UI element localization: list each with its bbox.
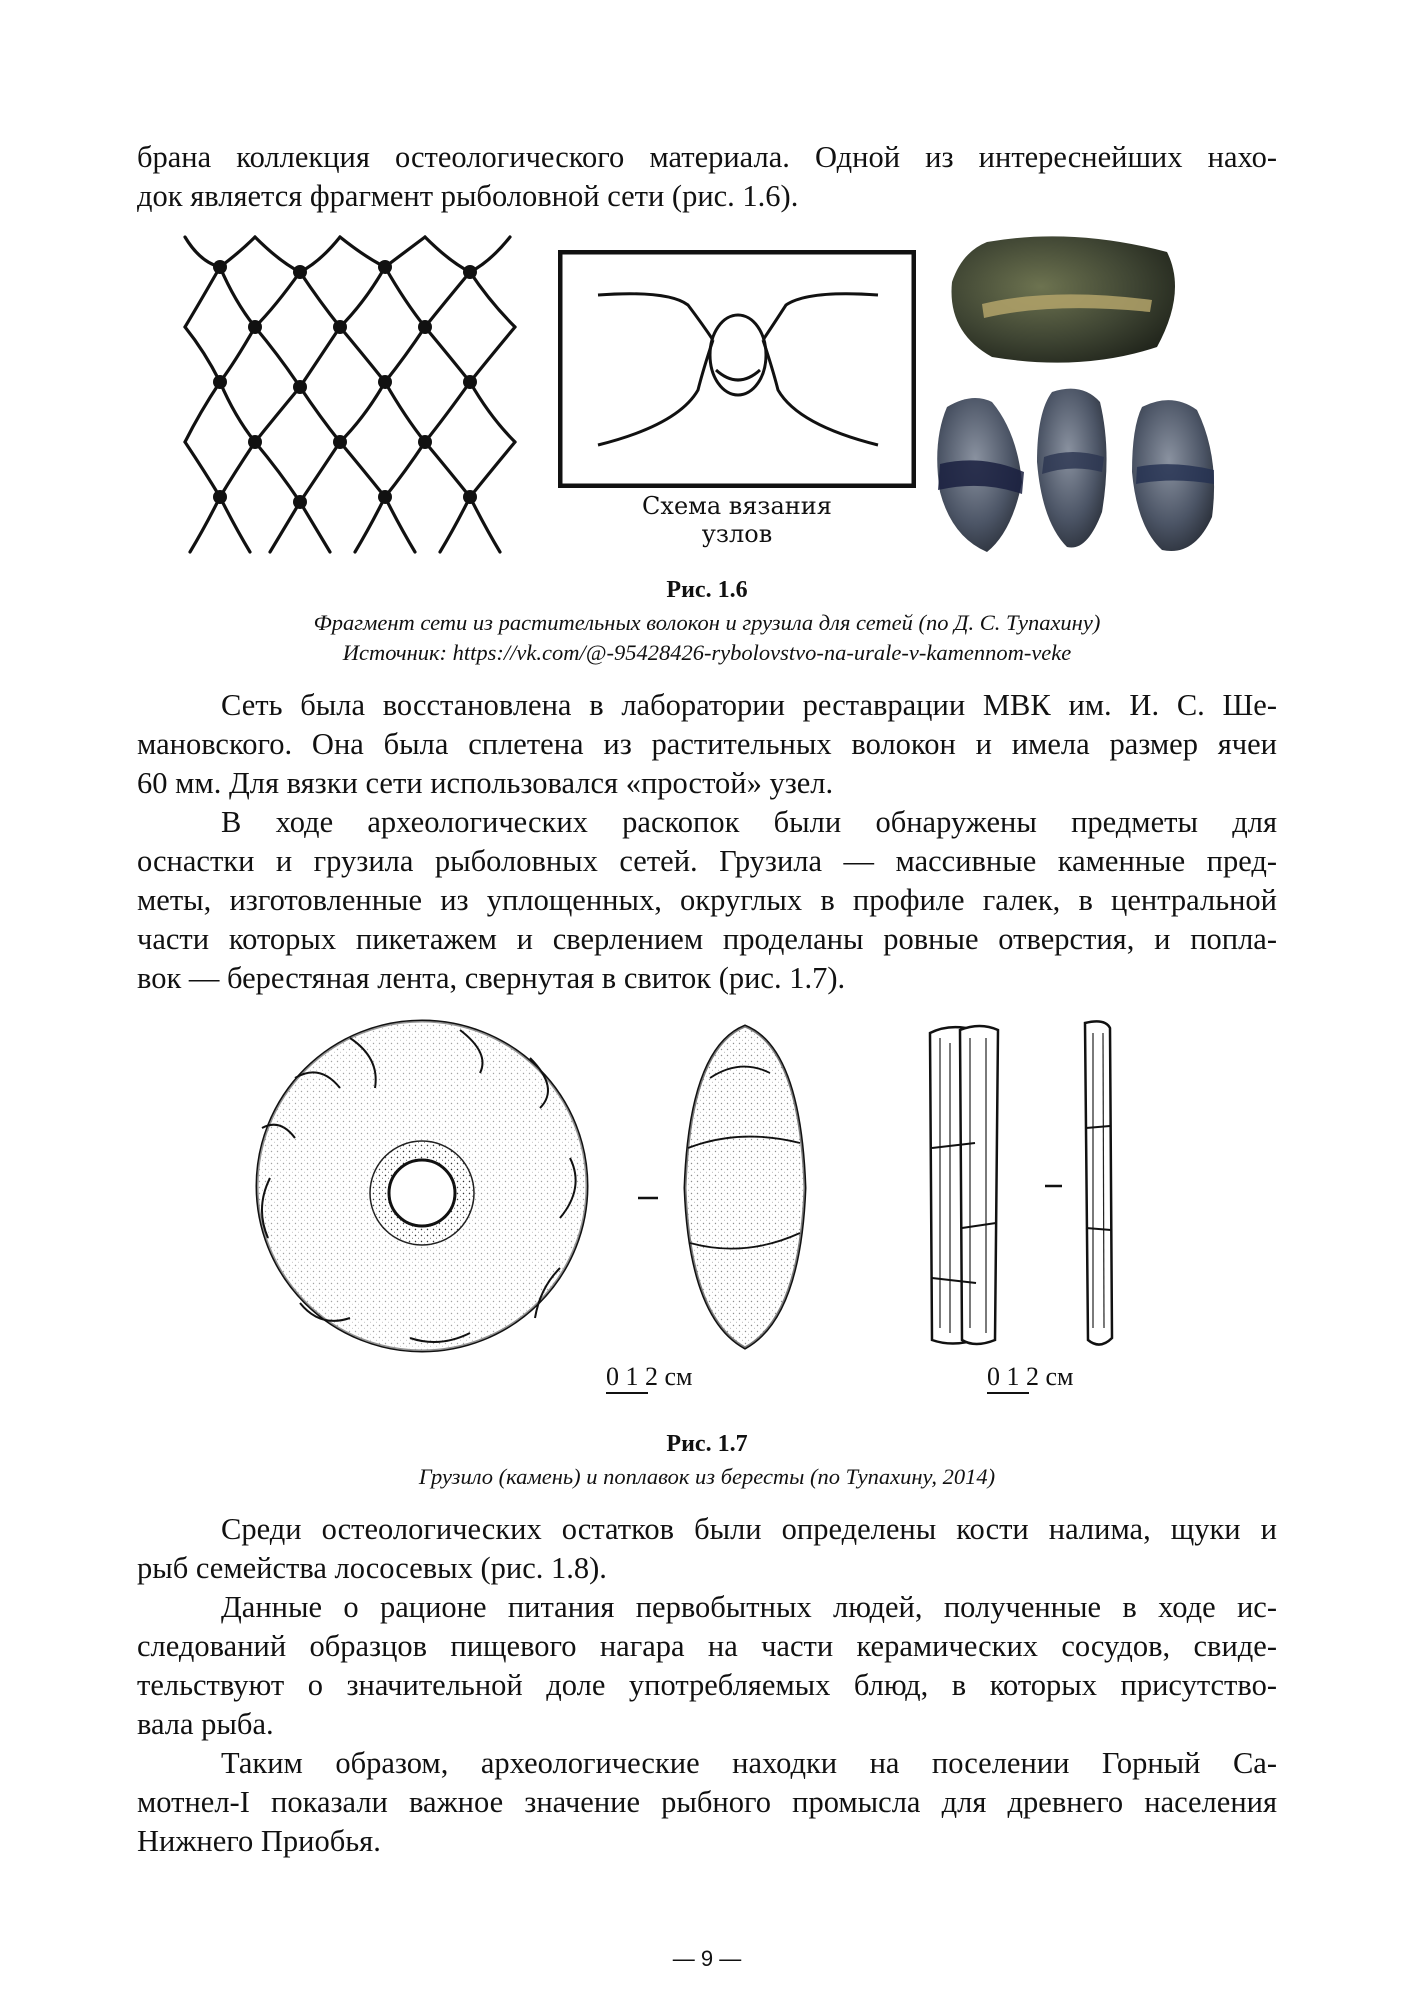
knot-scheme-label-line: Схема вязания <box>642 492 832 520</box>
paragraph-line: следований образцов пищевого нагара на части керамических сосудов, свиде- <box>137 1629 1277 1663</box>
knot-scheme-diagram <box>558 250 916 548</box>
figure-caption-title: Рис. 1.7 <box>666 1431 748 1457</box>
paragraph-line: В ходе археологических раскопок были обнаружены предметы для <box>221 805 1277 839</box>
paragraph-line: меты, изготовленные из уплощенных, округлых в профиле галек, в центральной <box>137 883 1277 917</box>
net-sinker-photos <box>932 232 1257 562</box>
figure-caption-source: Источник: https://vk.com/@-95428426-rybolovstvo-na-urale-v-kamennom-veke <box>342 640 1072 665</box>
paragraph-line: брана коллекция остеологического материала. Одной из интереснейших нахо- <box>137 140 1277 174</box>
scale-label: 0 1 2 см <box>987 1362 1074 1391</box>
knot-scheme-label <box>558 492 916 548</box>
paragraph-line: тельствуют о значительной доле употребляемых блюд, в которых присутство- <box>137 1668 1277 1702</box>
paragraph-line: части которых пикетажем и сверлением проделаны ровные отверстия, и попла- <box>137 922 1277 956</box>
figure-caption-text: Грузило (камень) и поплавок из бересты (по Тупахину, 2014) <box>418 1464 996 1489</box>
paragraph-line: оснастки и грузила рыболовных сетей. Грузила — массивные каменные пред- <box>137 844 1277 878</box>
scale-label: 0 1 2 см <box>606 1362 693 1391</box>
birch-bark-float-drawing <box>920 1018 1120 1358</box>
paragraph-line: рыб семейства лососевых (рис. 1.8). <box>137 1551 607 1585</box>
page-number: — 9 — <box>672 1946 742 1971</box>
paragraph-line: Таким образом, археологические находки на поселении Горный Са- <box>221 1746 1277 1780</box>
paragraph-line: Нижнего Приобья. <box>137 1824 381 1858</box>
figure-caption-text: Фрагмент сети из растительных волокон и грузила для сетей (по Д. С. Тупахину) <box>313 610 1101 635</box>
figure-caption-title: Рис. 1.6 <box>666 577 748 603</box>
paragraph-line: док является фрагмент рыболовной сети (рис. 1.6). <box>137 179 799 213</box>
knot-scheme-svg <box>558 250 916 488</box>
stone-sinker-drawing <box>240 1018 840 1358</box>
paragraph-line: Сеть была восстановлена в лаборатории реставрации МВК им. И. С. Ше- <box>221 688 1277 722</box>
paragraph-line: вок — берестяная лента, свернутая в свиток (рис. 1.7). <box>137 961 846 995</box>
paragraph-line: Данные о рационе питания первобытных людей, полученные в ходе ис- <box>221 1590 1277 1624</box>
paragraph-line: 60 мм. Для вязки сети использовался «простой» узел. <box>137 766 834 800</box>
paragraph-line: Среди остеологических остатков были определены кости налима, щуки и <box>221 1512 1277 1546</box>
paragraph-line: мотнел-I показали важное значение рыбного промысла для древнего населения <box>137 1785 1277 1819</box>
paragraph-line: мановского. Она была сплетена из растительных волокон и имела размер ячеи <box>137 727 1277 761</box>
net-fragment-drawing <box>180 232 520 557</box>
paragraph-line: вала рыба. <box>137 1707 274 1741</box>
knot-scheme-label-line: узлов <box>701 520 773 548</box>
